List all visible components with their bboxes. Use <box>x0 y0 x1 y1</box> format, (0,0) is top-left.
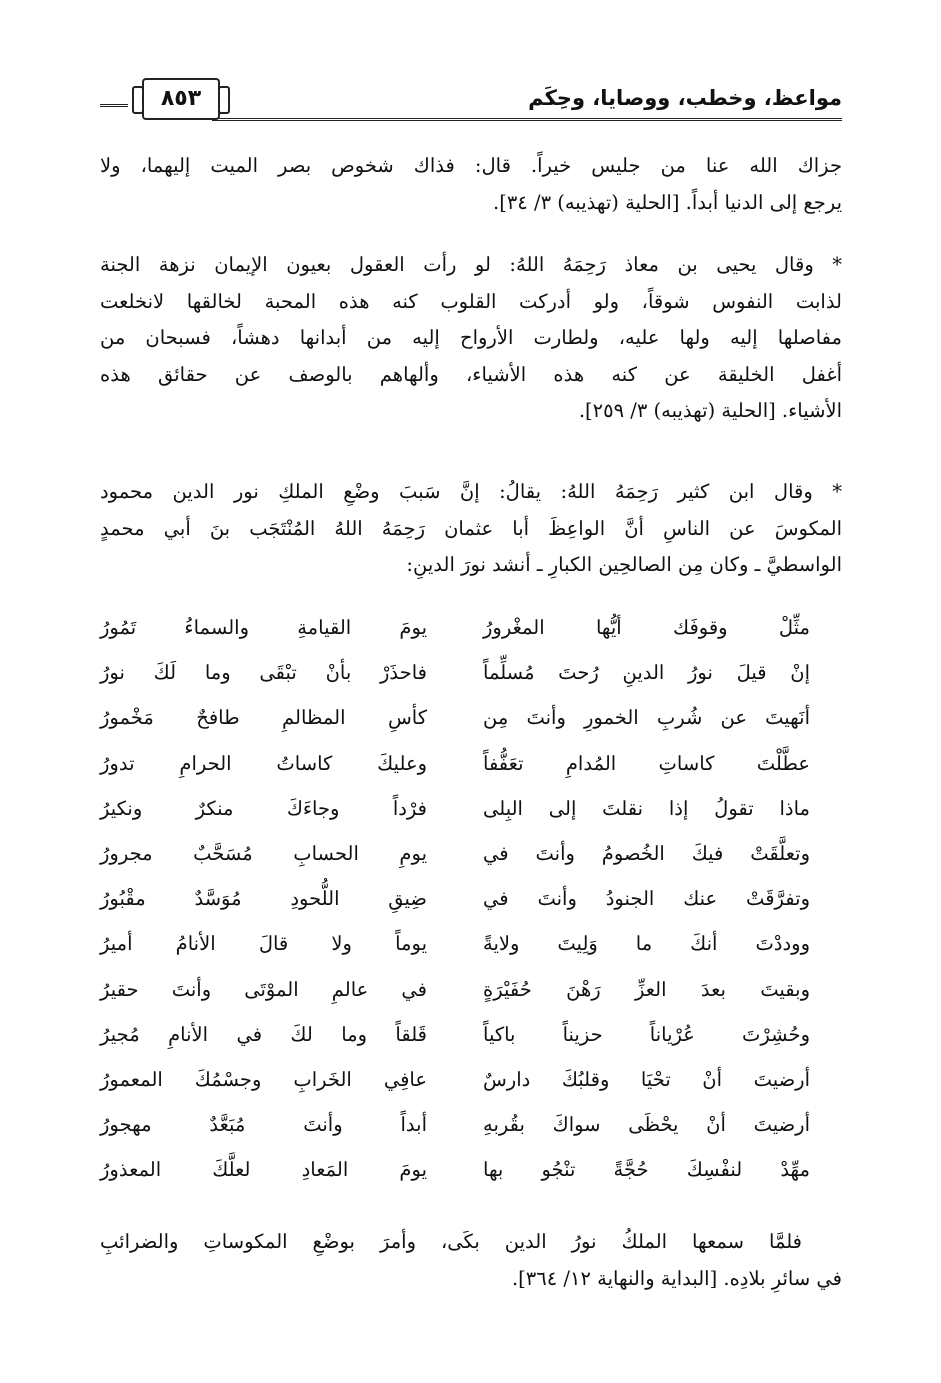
text-line: جزاك الله عنا من جليس خيراً. قال: فذاك شخوص بصر الميت إليهما، ولا <box>100 154 842 177</box>
poem-verse <box>100 650 842 695</box>
poem-verse <box>100 876 842 921</box>
verse-second-hemistich: أبداً وأنتَ مُبَعَّدٌ مهجورُ <box>100 1113 427 1137</box>
text-line: الأشياء. [الحلية (تهذيبه) ٣/ ٢٥٩]. <box>578 399 842 422</box>
text-line: الواسطيَّ ـ وكان مِن الصالحِين الكبارِ ـ أنشد نورَ الدينِ: <box>406 553 842 576</box>
paragraph-1 <box>100 148 842 221</box>
verse-second-hemistich: عافِي الخَرابِ وجسْمُكَ المعمورُ <box>100 1067 427 1091</box>
paragraph-conclusion <box>100 1224 842 1297</box>
poem-verse <box>100 1147 842 1192</box>
verse-first-hemistich: عطَّلْتَ كاساتِ المُدامِ تعَفُّفاً <box>483 751 810 775</box>
header-rule-left <box>100 104 128 107</box>
poem-verse <box>100 741 842 786</box>
verse-first-hemistich: وتفرَّقَتْ عنك الجنودُ وأنتَ في <box>483 887 810 911</box>
header-rule <box>212 118 842 121</box>
text-line: فلمَّا سمعها الملكُ نورُ الدين بكَى، وأمرَ بوضْعِ المكوساتِ والضرائبِ <box>100 1230 802 1253</box>
poem-verse <box>100 605 842 650</box>
verse-second-hemistich: فرْداً وجاءَكَ منكرٌ ونكيرُ <box>100 796 427 820</box>
verse-second-hemistich: يوماً ولا قالَ الأنامُ أميرُ <box>100 932 427 956</box>
chapter-title: مواعظ، وخطب، ووصايا، وحِكَم <box>528 86 842 110</box>
verse-second-hemistich: كأسِ المظالمِ طافحٌ مَخْمورُ <box>100 706 427 730</box>
poem-verse <box>100 786 842 831</box>
poem-verse <box>100 831 842 876</box>
verse-second-hemistich: في عالمِ الموْتَى وأنتَ حقيرُ <box>100 977 427 1001</box>
verse-first-hemistich: مثِّلْ وقوفَك أيُّها المغْرورُ <box>483 616 810 640</box>
verse-second-hemistich: فاحذَرْ بأنْ تبْقَى وما لَكَ نورُ <box>100 661 427 685</box>
verse-first-hemistich: وحُشِرْتَ عُرْياناً حزيناً باكياً <box>483 1022 810 1046</box>
text-line: أغفل الخليقة عن كنه هذه الأشياء، وألهاهم بالوصف عن حقائق هذه <box>100 362 842 386</box>
verse-first-hemistich: وتعلَّقَتْ فيكَ الخُصومُ وأنتَ في <box>483 842 810 866</box>
verse-first-hemistich: مهِّدْ لنفْسِكَ حُجَّةً تنْجُو بها <box>483 1158 810 1182</box>
poem-verse <box>100 1102 842 1147</box>
verse-first-hemistich: أنَهيتَ عن شُربِ الخمورِ وأنتَ مِن <box>483 706 810 730</box>
paragraph-yahya-ibn-muadh <box>100 247 842 430</box>
verse-second-hemistich: وعليكَ كاساتُ الحرامِ تدورُ <box>100 751 427 775</box>
poem-verse <box>100 695 842 740</box>
verse-first-hemistich: ووددْتَ أنكَ ما وَلِيتَ ولايةً <box>483 932 810 956</box>
verse-second-hemistich: ضِيقِ اللُّحودِ مُوَسَّدٌ مقْبُورُ <box>100 887 427 911</box>
verse-first-hemistich: إنْ قيلَ نورُ الدينِ رُحتَ مُسلِّماً <box>483 661 810 685</box>
text-line: * وقال يحيى بن معاذ رَحِمَهُ اللهُ: لو رأت العقول بعيون الإيمان نزهة الجنة <box>100 253 842 276</box>
text-line: لذابت النفوس شوقاً، ولو أدركت القلوب كنه هذه المحبة لخالقها لانخلعت <box>100 289 842 313</box>
text-line: في سائرِ بلادِه. [البداية والنهاية ١٢/ ٣٦٤]. <box>511 1266 842 1290</box>
verse-second-hemistich: يومَ القيامةِ والسماءُ تَمُورُ <box>100 616 427 640</box>
poem <box>100 605 842 1192</box>
poem-verse <box>100 967 842 1012</box>
verse-second-hemistich: يومَ المَعادِ لعلَّكَ المعذورُ <box>100 1158 427 1182</box>
text-line: يرجع إلى الدنيا أبداً. [الحلية (تهذيبه) ٣/ ٣٤]. <box>493 190 842 214</box>
verse-second-hemistich: يومِ الحسابِ مُسَحَّبٌ مجرورُ <box>100 842 427 866</box>
poem-verse <box>100 1057 842 1102</box>
paragraph-ibn-kathir <box>100 474 842 584</box>
poem-verse <box>100 1012 842 1057</box>
text-line: * وقال ابن كثير رَحِمَهُ اللهُ: يقالُ: إنَّ سَببَ وضْعِ الملكِ نور الدين محمود <box>100 480 842 503</box>
page-number: ٨٥٣ <box>142 78 220 120</box>
text-line: المكوسَ عن الناسِ أنَّ الواعِظَ أبا عثمان رَحِمَهُ اللهُ المُنْتَجَب بنَ أبي محمدٍ <box>100 516 842 540</box>
poem-verse <box>100 921 842 966</box>
verse-second-hemistich: قَلقاً وما لكَ في الأنامِ مُجيرُ <box>100 1022 427 1046</box>
text-line: مفاصلها إليه ولها عليه، ولطارت الأرواح إليه من أبدانها دهشاً، فسبحان من <box>100 326 842 349</box>
verse-first-hemistich: أرضيتَ أنْ يحْظَى سواكَ بقُربهِ <box>483 1113 810 1137</box>
verse-first-hemistich: أرضيتَ أنْ تحْيَا وقلبُكَ دارسٌ <box>483 1067 810 1091</box>
verse-first-hemistich: وبقيتَ بعدَ العزِّ رَهْنَ حُفَيْرَةٍ <box>483 977 810 1001</box>
page-header <box>100 84 842 134</box>
verse-first-hemistich: ماذا تقولُ إذا نقلتَ إلى البِلى <box>483 796 810 820</box>
